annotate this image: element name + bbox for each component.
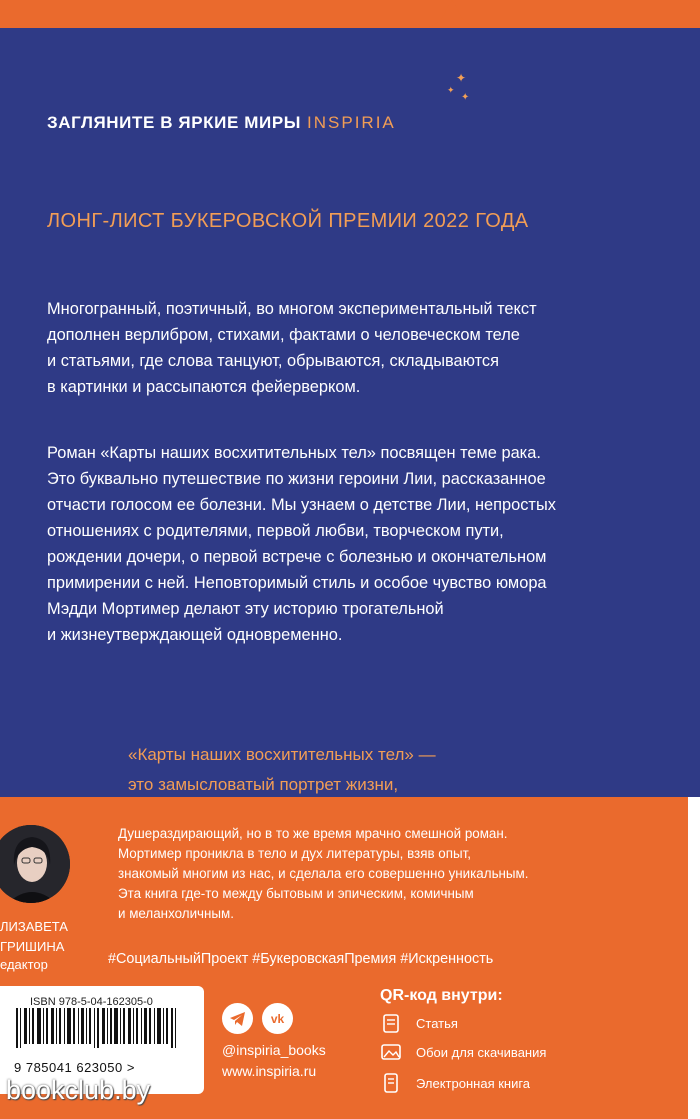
page-edge: [688, 797, 700, 1119]
quote-line: «Карты наших восхитительных тел» —: [128, 745, 436, 764]
paragraph-line: и статьями, где слова танцуют, обрываются, складываются: [47, 352, 499, 370]
editor-role: едактор: [0, 957, 48, 972]
qr-item-label: Обои для скачивания: [416, 1045, 547, 1060]
ebook-icon: [380, 1072, 402, 1094]
svg-text:vk: vk: [270, 1012, 285, 1026]
review-line: Мортимер проникла в тело и дух литературы, взяв опыт,: [118, 846, 471, 861]
paragraph-line: Многогранный, поэтичный, во многом экспериментальный текст: [47, 300, 537, 318]
paragraph-line: отношениях с родителями, первой любви, творческом пути,: [47, 522, 504, 540]
editor-review: [118, 824, 678, 924]
qr-item-label: Электронная книга: [416, 1076, 531, 1091]
longlist-title: ЛОНГ-ЛИСТ БУКЕРОВСКОЙ ПРЕМИИ 2022 ГОДА: [47, 210, 529, 232]
review-line: Душераздирающий, но в то же время мрачно смешной роман.: [118, 826, 508, 841]
vk-icon[interactable]: [262, 1003, 293, 1034]
article-icon: [380, 1012, 402, 1034]
series-heading: [47, 113, 396, 133]
sparkle-icon: ✦: [456, 71, 467, 85]
sparkle-icon: ✦: [461, 92, 470, 103]
watermark: bookclub.by: [6, 1075, 151, 1105]
qr-title: QR-код внутри:: [380, 987, 503, 1004]
editor-name-line: ЛИЗАВЕТА: [0, 919, 68, 934]
paragraph-line: примирении с ней. Неповторимый стиль и особое чувство юмора: [47, 574, 547, 592]
review-line: Эта книга где-то между бытовым и эпическим, комичным: [118, 886, 474, 901]
telegram-icon[interactable]: [222, 1003, 253, 1034]
qr-item-label: Статья: [416, 1016, 458, 1031]
pull-quote: [128, 740, 436, 800]
review-line: знакомый многим из нас, и сделала его совершенно уникальным.: [118, 866, 529, 881]
sparkle-icon: ✦: [447, 85, 455, 95]
editor-name: [0, 917, 68, 957]
website-link[interactable]: www.inspiria.ru: [222, 1063, 317, 1079]
review-line: и меланхоличным.: [118, 906, 234, 921]
paragraph-line: дополнен верлибром, стихами, фактами о человеческом теле: [47, 326, 520, 344]
paragraph-line: рождении дочери, о первой встрече с болезнью и окончательном: [47, 548, 547, 566]
hashtags: #СоциальныйПроект #БукеровскаяПремия #Искренность: [108, 951, 494, 967]
top-notch-ornament: [0, 0, 700, 60]
description-paragraph-1: [47, 296, 667, 400]
paragraph-line: Мэдди Мортимер делают эту историю трогательной: [47, 600, 444, 618]
social-handle[interactable]: @inspiria_books: [222, 1042, 326, 1058]
editor-name-line: ГРИШИНА: [0, 939, 65, 954]
paragraph-line: Роман «Карты наших восхитительных тел» посвящен теме рака.: [47, 444, 541, 462]
isbn-text: ISBN 978-5-04-162305-0: [30, 996, 153, 1008]
series-heading-text: ЗАГЛЯНИТЕ В ЯРКИЕ МИРЫ: [47, 113, 302, 132]
paragraph-line: отчасти голосом ее болезни. Мы узнаем о детстве Лии, непростых: [47, 496, 556, 514]
barcode: [16, 1008, 196, 1048]
brand-name: INSPIRIA: [307, 113, 396, 132]
quote-line: это замысловатый портрет жизни,: [128, 775, 399, 794]
description-paragraph-2: [47, 440, 667, 648]
paragraph-line: и жизнеутверждающей одновременно.: [47, 626, 343, 644]
paragraph-line: в картинки и рассыпаются фейерверком.: [47, 378, 361, 396]
paragraph-line: Это буквально путешествие по жизни героини Лии, рассказанное: [47, 470, 546, 488]
barcode-digits: 9 785041 623050 >: [14, 1060, 135, 1075]
wallpaper-icon: [380, 1041, 402, 1063]
